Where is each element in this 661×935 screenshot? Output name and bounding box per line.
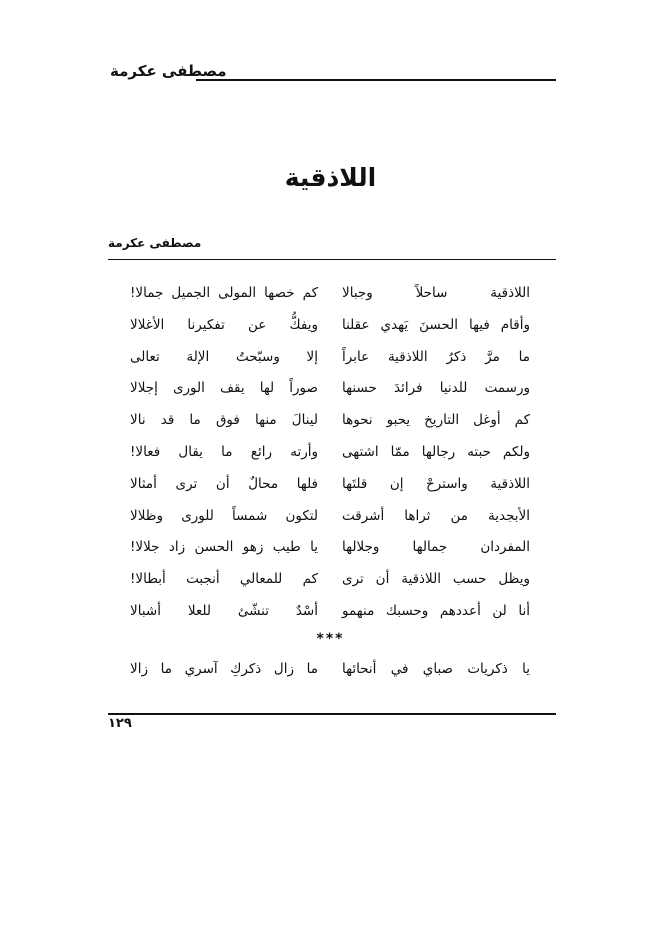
verse-second-hemistich: يا طيب زهو الحسن زاد جلالا! — [130, 539, 318, 556]
verse-second-hemistich: أسْدٌ تنشّئ للعلا أشبالا — [130, 603, 318, 619]
verse-second-hemistich: فلها محالٌ أن ترى أمثالا — [130, 475, 318, 492]
verse-line — [130, 504, 530, 528]
verse-first-hemistich: اللاذقية واسترحْ إن قلتَها — [342, 475, 530, 492]
verse-first-hemistich: اللاذقية ساحلاً وجبالا — [342, 285, 530, 301]
verse-line — [130, 440, 530, 464]
author-divider — [108, 259, 556, 260]
verse-line — [130, 313, 530, 337]
verse-second-hemistich: لينالَ منها فوق ما قد نالا — [130, 412, 318, 429]
footer-rule — [108, 713, 556, 715]
poem-title: اللاذقية — [284, 163, 377, 192]
verse-line — [130, 657, 530, 681]
verse-line — [130, 408, 530, 432]
verse-second-hemistich: صوراً لها يقف الورى إجلالا — [130, 380, 318, 397]
verse-second-hemistich: كم خصها المولى الجميل جمالا! — [130, 285, 318, 301]
verse-second-hemistich: ما زال ذكركِ آسري ما زالا — [130, 661, 318, 677]
verse-line — [130, 345, 530, 369]
verse-first-hemistich: يا ذكريات صباي في أنحائها — [342, 661, 530, 677]
verse-second-hemistich: لتكون شمساً للورى وظلالا — [130, 507, 318, 524]
verse-second-hemistich: ويفكُّ عن تفكيرنا الأغلالا — [130, 316, 318, 333]
verse-second-hemistich: وأرته رائع ما يقال فعالا! — [130, 444, 318, 460]
header-author-name: مصطفى عكرمة — [110, 62, 227, 80]
verse-first-hemistich: ما مرَّ ذكرُ اللاذقية عابراً — [342, 348, 530, 365]
verse-first-hemistich: ويظل حسب اللاذقية أن ترى — [342, 571, 530, 588]
verse-second-hemistich: إلا وسبّحتُ الإلهَ تعالى — [130, 348, 318, 365]
verse-first-hemistich: المفردان جمالها وجلالها — [342, 539, 530, 556]
verse-second-hemistich: كم للمعالي أنجبت أبطالا! — [130, 571, 318, 588]
page-number: ١٢٩ — [108, 716, 132, 731]
verse-line — [130, 472, 530, 496]
header-rule — [196, 79, 556, 81]
verse-line — [130, 567, 530, 591]
poem-author: مصطفى عكرمة — [108, 236, 202, 250]
verse-first-hemistich: ولكم حبته رجالها ممّا اشتهى — [342, 444, 530, 460]
verse-first-hemistich: ورسمت للدنيا فرائدَ حسنها — [342, 380, 530, 397]
verse-first-hemistich: وأقام فيها الحسنَ يَهدي عقلنا — [342, 316, 530, 333]
section-separator: *** — [316, 631, 345, 647]
verse-line — [130, 535, 530, 559]
verse-first-hemistich: كم أوغل التاريخ يحبو نحوها — [342, 412, 530, 429]
verse-first-hemistich: أنا لن أعددهم وحسبك منهمو — [342, 603, 530, 619]
verse-line — [130, 376, 530, 400]
verse-first-hemistich: الأبجدية من ثراها أشرقت — [342, 507, 530, 524]
verse-line — [130, 599, 530, 623]
verse-line — [130, 281, 530, 305]
running-header — [108, 62, 556, 92]
